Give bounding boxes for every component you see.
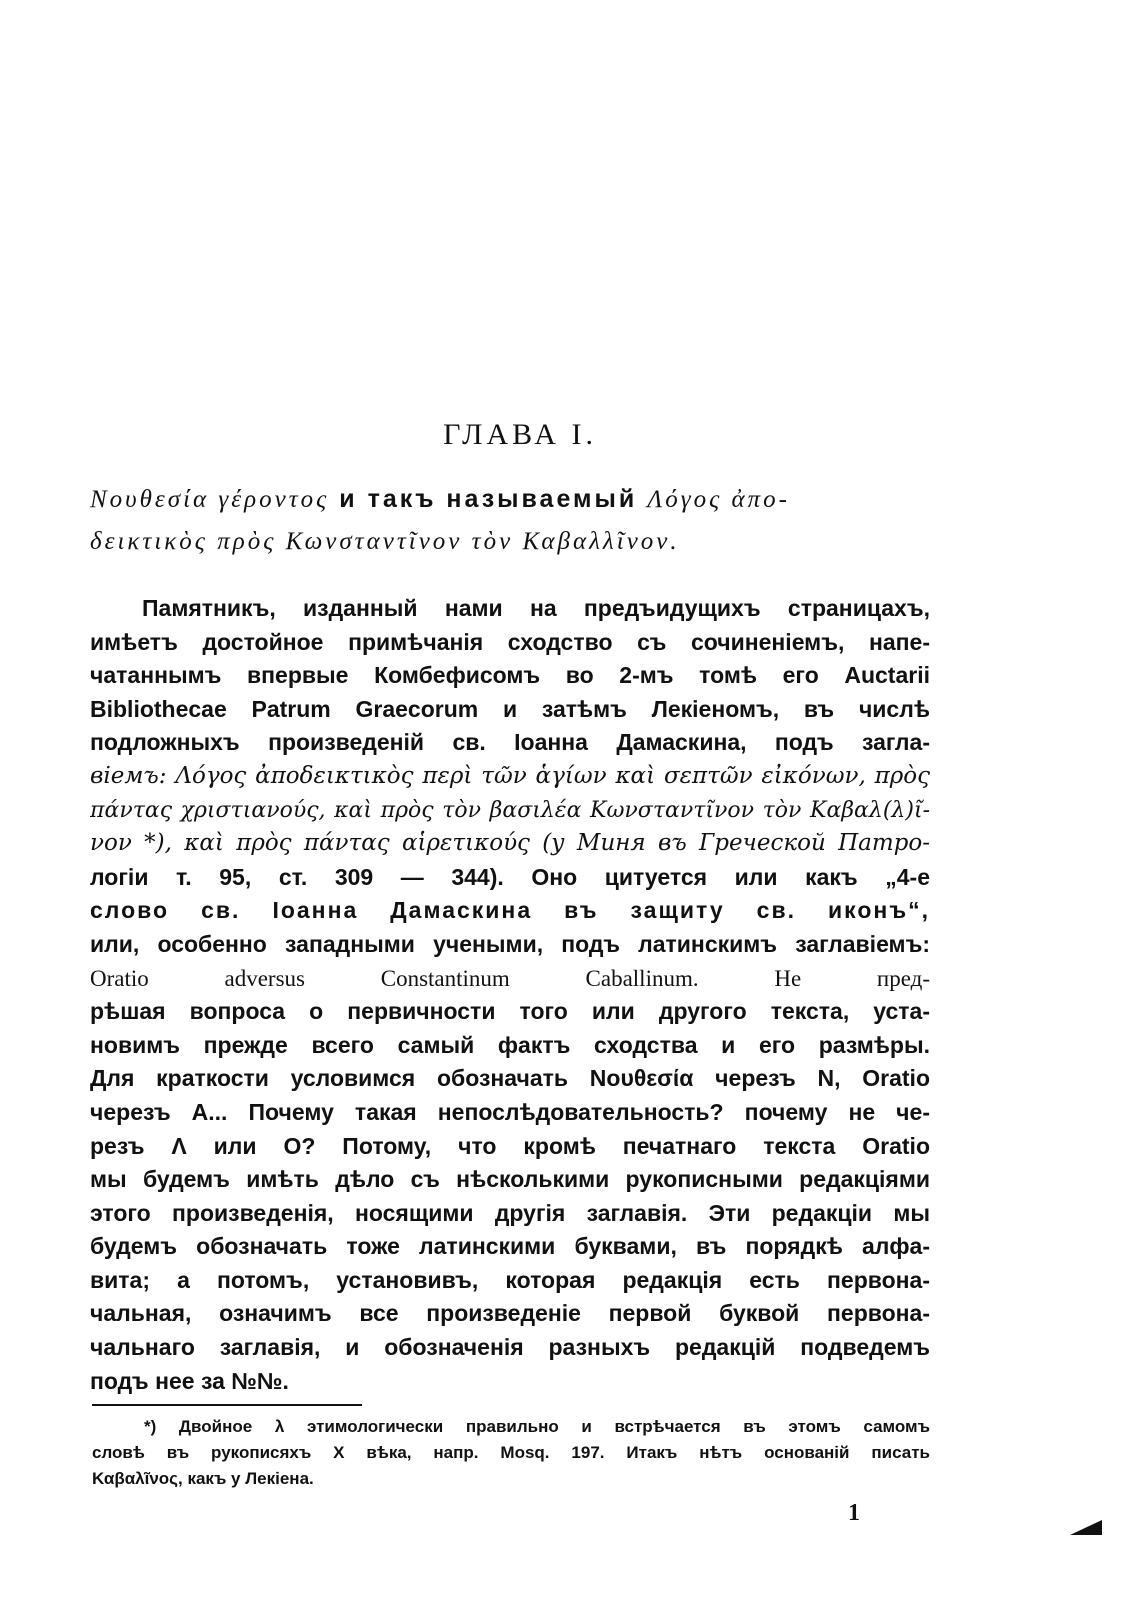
chapter-subtitle (90, 478, 950, 563)
text-line: имѣетъ достойное примѣчанія сходство съ сочиненіемъ, напе- (90, 628, 930, 655)
text-line: чатаннымъ впервые Комбефисомъ во 2-мъ томѣ его Auctarii (90, 662, 930, 689)
text-line: мы будемъ имѣть дѣло съ нѣсколькими рукописными редакціями (90, 1166, 930, 1193)
text-line: новимъ прежде всего самый фактъ сходства и его размѣры. (90, 1031, 930, 1058)
subtitle-greek-logos: Λόγος ἀπο- (647, 486, 791, 513)
footnote-line: словѣ въ рукописяхъ X вѣка, напр. Mosq. 197. Итакъ нѣтъ основаній писать (92, 1443, 930, 1462)
text-line: Для краткости условимся обозначать Νουθεσία черезъ N, Oratio (90, 1065, 930, 1092)
text-line: или, особенно западными учеными, подъ латинскимъ заглавіемъ: (90, 930, 930, 957)
text-line: чальная, означимъ все произведеніе первой буквой первона- (90, 1300, 930, 1327)
subtitle-greek-title: Νουθεσία γέροντος (90, 486, 330, 513)
chapter-title: ГЛАВА I. (443, 418, 597, 451)
text-line-greek: віемъ: Λόγος ἀποδεικτικὸς περὶ τῶν ἁγίων καὶ σεπτῶν εἰκόνων, πρὸς (90, 762, 930, 789)
text-line: этого произведенія, носящими другія заглавія. Эти редакціи мы (90, 1199, 930, 1226)
text-line: чальнаго заглавія, и обозначенія разныхъ редакцій подведемъ (90, 1334, 930, 1361)
text-line-greek: πάντας χριστιανούς, καὶ πρὸς τὸν βασιλέα Κωνσταντῖνον τὸν Καβαλ(λ)ῖ- (90, 797, 930, 823)
footnote-divider (92, 1404, 362, 1406)
text-line: Памятникъ, изданный нами на предъидущихъ страницахъ, (142, 595, 930, 621)
text-line: слово св. Іоанна Дамаскина въ защиту св. иконъ“, (90, 897, 930, 924)
footnote-line: *) Двойное λ этимологически правильно и встрѣчается въ этомъ самомъ (144, 1417, 930, 1436)
text-line: резъ Λ или О? Потому, что кромѣ печатнаго текста Oratio (90, 1132, 930, 1159)
footnote-line: Καβαλῖνος, какъ у Лекіена. (92, 1469, 314, 1488)
text-line-latin: Oratio adversus Constantinum Caballinum. Не пред- (90, 965, 930, 991)
text-line: подложныхъ произведеній св. Іоанна Дамаскина, подъ загла- (90, 729, 930, 756)
text-line: рѣшая вопроса о первичности того или другого текста, уста- (90, 998, 930, 1025)
text-line-greek: νον *), καὶ πρὸς πάντας αἱρετικούς (у Миня въ Греческой Патро- (90, 830, 930, 857)
text-line: подъ нее за №№. (90, 1367, 289, 1394)
text-line: логіи т. 95, ст. 309 — 344). Оно цитуется или какъ „4-е (90, 863, 930, 890)
body-text (90, 592, 930, 1398)
text-line: Bibliothecae Patrum Graecorum и затѣмъ Лекіеномъ, въ числѣ (90, 695, 930, 722)
subtitle-russian-connector: и такъ называемый (329, 485, 648, 513)
text-line: будемъ обозначать тоже латинскими буквами, въ порядкѣ алфа- (90, 1233, 930, 1260)
page-number: 1 (848, 1500, 860, 1526)
scan-corner-mark-icon (1068, 1518, 1104, 1536)
subtitle-greek-continuation: δεικτικὸς πρὸς Κωνσταντῖνον τὸν Καβαλλῖνον. (90, 528, 680, 555)
text-line: вита; а потомъ, установивъ, которая редакція есть первона- (90, 1266, 930, 1293)
footnote (92, 1414, 930, 1492)
text-line: черезъ А... Почему такая непослѣдовательность? почему не че- (90, 1098, 930, 1125)
